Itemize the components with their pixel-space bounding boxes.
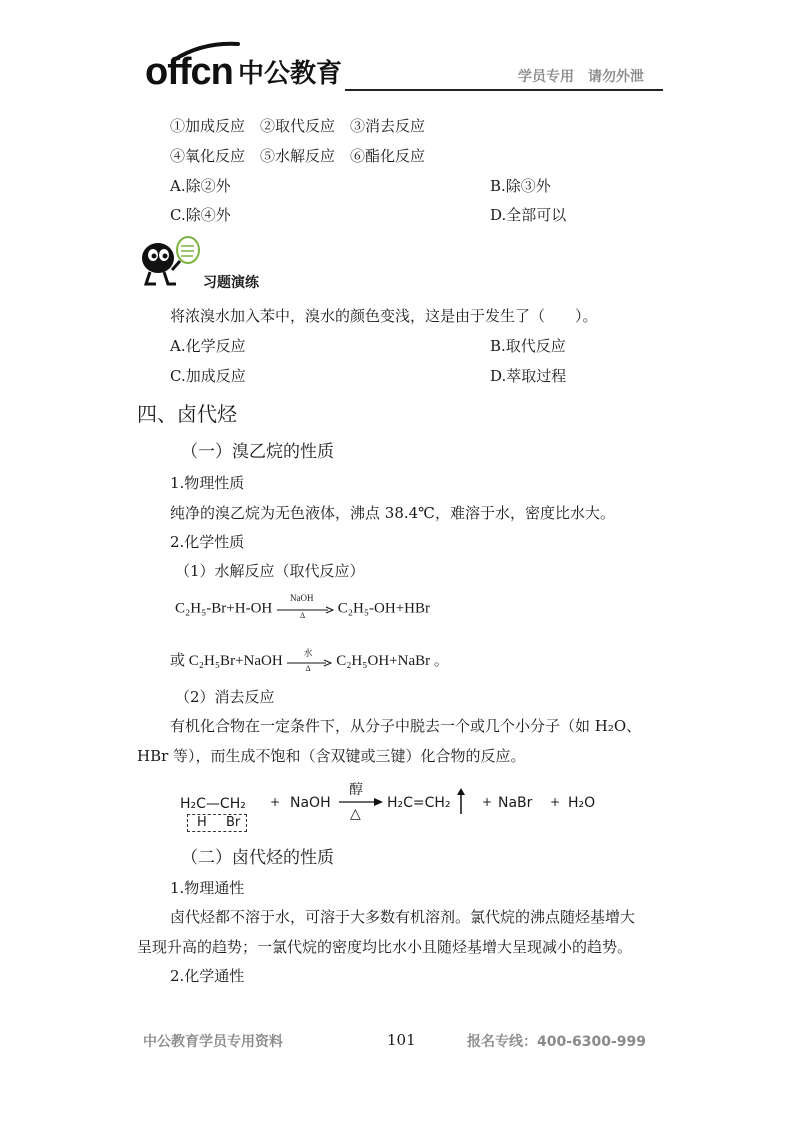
footer-left: 中公教育学员专用资料	[143, 1034, 283, 1050]
eq2-prefix: 或	[170, 653, 186, 669]
options-line-1: ①加成反应 ②取代反应 ③消去反应	[170, 117, 426, 135]
phys-common-heading: 1.物理通性	[170, 879, 245, 897]
eq3-box-h: H	[197, 815, 207, 830]
exercise-choice-c: C.加成反应	[170, 367, 246, 385]
eq1-condition-top: NaOH	[290, 593, 314, 603]
eq3-condition-top: 醇	[349, 782, 363, 798]
eq2-right: C₂H₅OH+NaBr	[336, 653, 431, 669]
equation-2	[170, 649, 449, 672]
eq2-arrow	[286, 647, 332, 673]
section-title: 四、卤代烃	[137, 402, 237, 426]
logo-wordmark: offcn	[145, 51, 233, 93]
logo-swoosh-icon	[172, 40, 242, 62]
eq2-condition-top: 水	[303, 647, 313, 658]
equation-1	[175, 593, 430, 620]
phys-common-text-1: 卤代烃都不溶于水，可溶于大多数有机溶剂。氯代烷的沸点随烃基增大	[170, 908, 636, 926]
elimination-text-1: 有机化合物在一定条件下，从分子中脱去一个或几个小分子（如 H₂O、	[170, 717, 642, 735]
eq3-product-3: H₂O	[568, 795, 596, 811]
choice-a: A.除②外	[170, 177, 231, 195]
eq3-plus-3: +	[550, 795, 561, 809]
header-note: 学员专用 请勿外泄	[518, 69, 644, 85]
eq2-condition-bottom: Δ	[305, 663, 311, 673]
eq2-left: C₂H₅Br+NaOH	[188, 653, 283, 669]
eq1-arrow	[276, 593, 334, 620]
exercise-choice-b: B.取代反应	[490, 337, 566, 355]
eq3-plus-1: +	[270, 795, 281, 809]
choice-d: D.全部可以	[490, 206, 567, 224]
eq1-condition-bottom: Δ	[300, 611, 306, 620]
eq1-right: C₂H₅-OH+HBr	[337, 600, 430, 617]
phys-common-text-2: 呈现升高的趋势；一氯代烷的密度均比水小且随烃基增大呈现减小的趋势。	[137, 938, 633, 956]
footer-right: 报名专线：400-6300-999	[467, 1034, 647, 1050]
eq3-product-2: NaBr	[498, 795, 533, 811]
choice-b: B.除③外	[490, 177, 551, 195]
exercise-choice-d: D.萃取过程	[490, 367, 567, 385]
page-number: 101	[387, 1031, 416, 1049]
eq3-reactant: H₂C—CH₂	[180, 796, 246, 812]
reaction-arrow-icon	[338, 797, 384, 807]
exercise-question: 将浓溴水加入苯中，溴水的颜色变浅，这是由于发生了（ ）。	[170, 307, 598, 325]
phys-heading: 1.物理性质	[170, 474, 245, 492]
header-rule	[345, 89, 663, 91]
gas-arrow-icon	[456, 787, 466, 815]
eq3-reagent: NaOH	[290, 795, 331, 811]
choice-c: C.除④外	[170, 206, 231, 224]
options-line-2: ④氧化反应 ⑤水解反应 ⑥酯化反应	[170, 147, 426, 165]
chem-common-heading: 2.化学通性	[170, 967, 245, 985]
subsection-2-title: （二）卤代烃的性质	[181, 848, 334, 868]
subsection-1-title: （一）溴乙烷的性质	[181, 442, 334, 462]
eq1-left: C₂H₅-Br+H-OH	[175, 600, 273, 617]
exercise-choice-a: A.化学反应	[170, 337, 246, 355]
eq3-product: H₂C=CH₂	[387, 795, 451, 811]
eq3-condition-bottom: △	[350, 806, 361, 822]
elimination-text-2: HBr 等），而生成不饱和（含双键或三键）化合物的反应。	[137, 747, 526, 765]
eq3-box-br: Br	[226, 815, 241, 830]
eq3-plus-2: +	[482, 795, 493, 809]
logo-chinese: 中公教育	[238, 59, 343, 89]
mascot-icon	[136, 236, 206, 288]
hydrolysis-heading: （1）水解反应（取代反应）	[175, 562, 365, 580]
elimination-heading: （2）消去反应	[175, 688, 275, 706]
phys-text: 纯净的溴乙烷为无色液体，沸点 38.4℃，难溶于水，密度比水大。	[170, 504, 615, 522]
eq2-suffix: 。	[433, 653, 449, 669]
exercise-heading: 习题演练	[203, 275, 259, 291]
chem-heading: 2.化学性质	[170, 533, 245, 551]
